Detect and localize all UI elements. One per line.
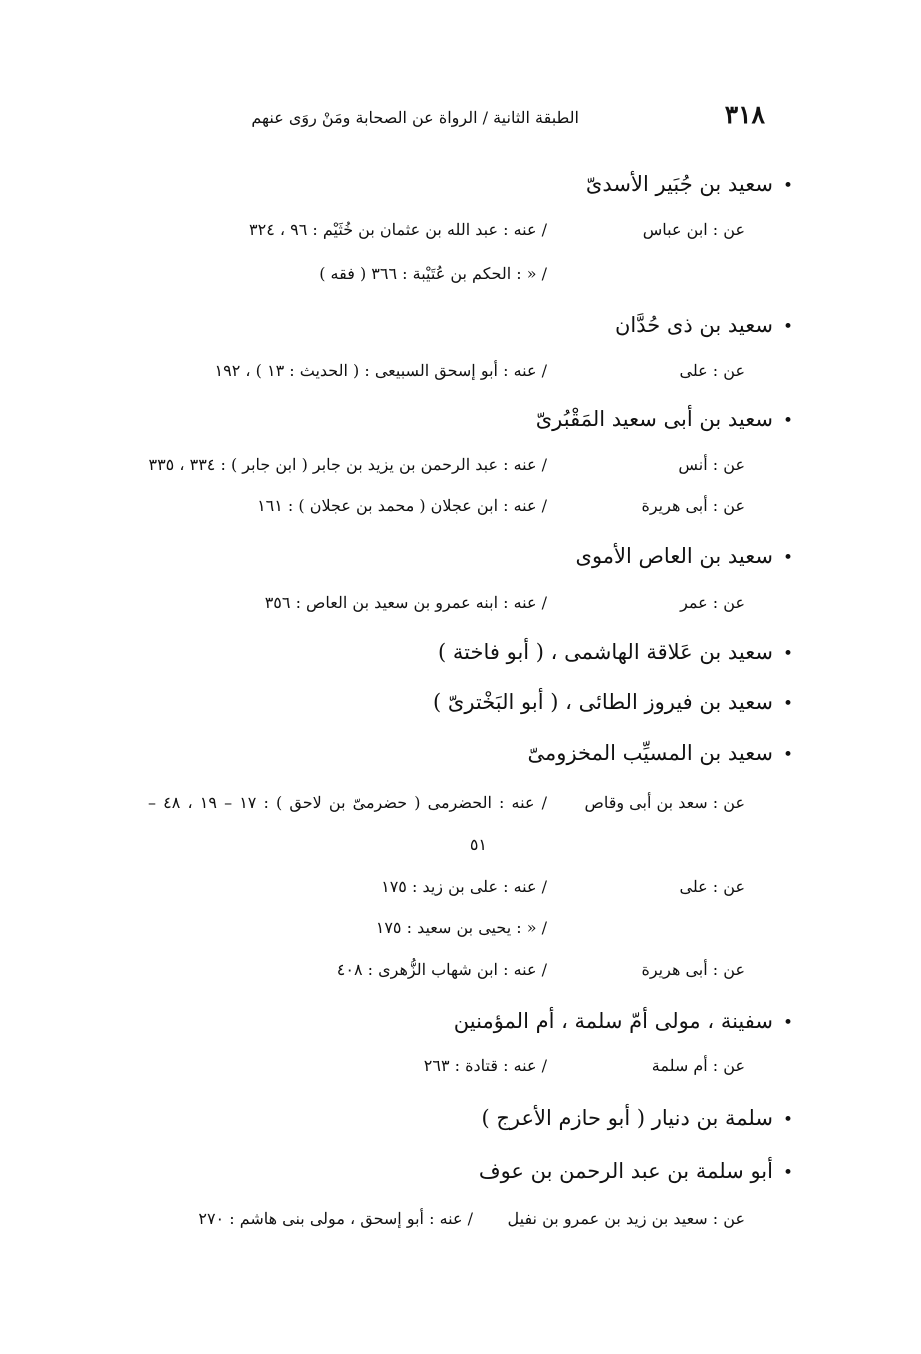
- narrator-entry-heading: [454, 1009, 793, 1033]
- running-title: الطبقة الثانية / الرواة عن الصحابة ومَنْ روَى عنهم: [251, 108, 579, 127]
- narrated-from: عن : على: [679, 361, 745, 380]
- narrator-entry-heading: [586, 172, 793, 196]
- narrated-from: عن : سعد بن أبى وقاص: [584, 793, 745, 812]
- narrator-entry-heading: [615, 313, 793, 337]
- narrator-entry-heading: [576, 544, 793, 568]
- narrator-entry-heading: [438, 640, 793, 664]
- narrated-to: / عنه : ابن شهاب الزُّهرى : ٤٠٨: [336, 960, 547, 979]
- bullet-icon: •: [782, 694, 793, 714]
- narrated-from: عن : سعيد بن زيد بن عمرو بن نفيل: [507, 1209, 745, 1228]
- narrator-name: سعيد بن المسيِّب المخزومىّ: [527, 741, 773, 765]
- bullet-icon: •: [782, 317, 793, 337]
- bullet-icon: •: [782, 1163, 793, 1183]
- narrated-to: / عنه : عبد الرحمن بن يزيد بن جابر ( ابن جابر ) : ٣٣٤ ، ٣٣٥: [148, 455, 547, 474]
- narrated-from: عن : عمر: [680, 593, 745, 612]
- narrator-name: سعيد بن جُبَير الأسدىّ: [585, 172, 773, 196]
- narrated-to: / عنه : أبو إسحق ، مولى بنى هاشم : ٢٧٠: [198, 1209, 473, 1228]
- bullet-icon: •: [782, 411, 793, 431]
- narrator-name: سعيد بن أبى سعيد المَقْبُرىّ: [535, 407, 773, 431]
- narrator-entry-heading: [481, 1106, 793, 1130]
- narrator-name: سفينة ، مولى أمّ سلمة ، أم المؤمنين: [453, 1009, 773, 1033]
- narrated-to: / « : يحيى بن سعيد : ١٧٥: [375, 918, 547, 937]
- narrated-from: عن : أم سلمة: [651, 1056, 745, 1075]
- bullet-icon: •: [782, 644, 793, 664]
- narrated-from: عن : ابن عباس: [642, 220, 745, 239]
- narrator-name: أبو سلمة بن عبد الرحمن بن عوف: [478, 1159, 773, 1183]
- bullet-icon: •: [782, 745, 793, 765]
- narrator-entry-heading: [479, 1159, 793, 1183]
- narrated-from: عن : أبى هريرة: [641, 496, 745, 515]
- narrator-name: سعيد بن العاص الأموى: [575, 544, 773, 568]
- narrator-name: سلمة بن دنيار ( أبو حازم الأعرج ): [481, 1106, 773, 1130]
- narrated-to: / عنه : عبد الله بن عثمان بن خُثَيْم : ٩٦ ، ٣٢٤: [249, 220, 547, 239]
- bullet-icon: •: [782, 176, 793, 196]
- bullet-icon: •: [782, 1110, 793, 1130]
- narrated-from: عن : أنس: [678, 455, 745, 474]
- narrated-to: / عنه : أبو إسحق السبيعى : ( الحديث : ١٣ ) ، ١٩٢: [214, 361, 547, 380]
- narrated-to: / « : الحكم بن عُتَيْبة : ٣٦٦ ( فقه ): [319, 264, 547, 283]
- narrated-to: / عنه : على بن زيد : ١٧٥: [381, 877, 547, 896]
- narrator-name: سعيد بن عَلاقة الهاشمى ، ( أبو فاختة ): [438, 640, 773, 664]
- narrated-to: / عنه : ابن عجلان ( محمد بن عجلان ) : ١٦١: [257, 496, 547, 515]
- page-number: ٣١٨: [724, 100, 765, 129]
- bullet-icon: •: [782, 1013, 793, 1033]
- narrated-to: / عنه : ابنه عمرو بن سعيد بن العاص : ٣٥٦: [264, 593, 547, 612]
- narrator-entry-heading: [536, 407, 793, 431]
- bullet-icon: •: [782, 548, 793, 568]
- narrated-from: عن : على: [679, 877, 745, 896]
- narrated-to-continuation: ٥١: [469, 835, 487, 854]
- narrator-entry-heading: [528, 741, 793, 765]
- narrator-entry-heading: [433, 690, 793, 714]
- narrated-to: / عنه : قتادة : ٢٦٣: [423, 1056, 547, 1075]
- narrated-from: عن : أبى هريرة: [641, 960, 745, 979]
- narrated-to: / عنه : الحضرمى ( حضرمىّ بن لاحق ) : ١٧ – ١٩ ، ٤٨ –: [148, 793, 548, 812]
- narrator-name: سعيد بن فيروز الطائى ، ( أبو البَخْترىّ ): [433, 690, 773, 714]
- narrator-name: سعيد بن ذى حُدَّان: [614, 313, 773, 337]
